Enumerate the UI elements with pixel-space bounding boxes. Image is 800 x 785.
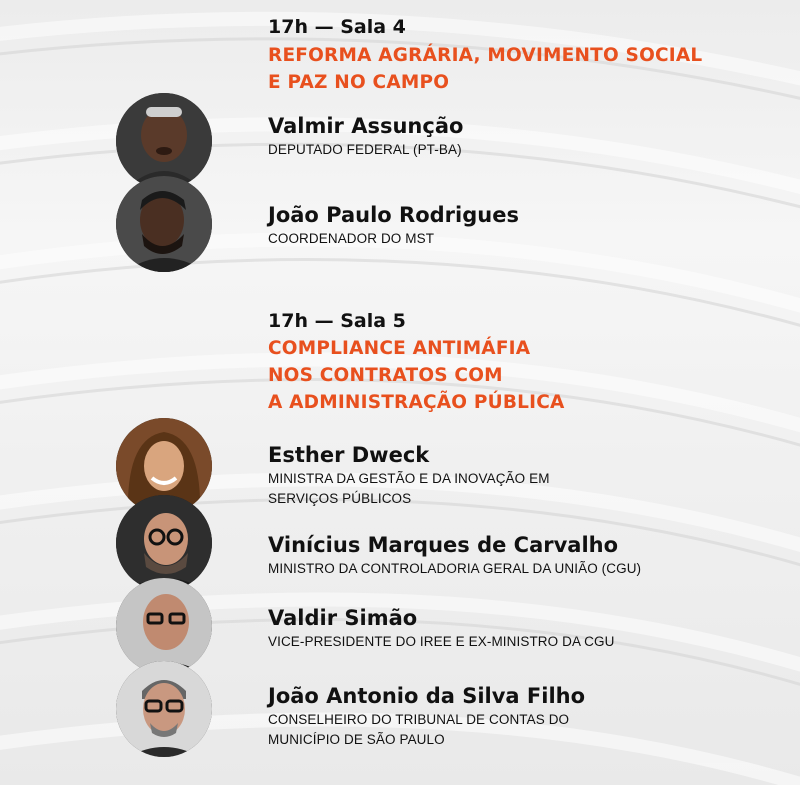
speaker-role-line: COORDENADOR DO MST	[268, 231, 435, 246]
session-title-line: E PAZ NO CAMPO	[268, 72, 450, 93]
speaker-role-line: MINISTRA DA GESTÃO E DA INOVAÇÃO EM	[268, 471, 550, 486]
session-title-line: A ADMINISTRAÇÃO PÚBLICA	[268, 392, 565, 413]
speaker-name: João Paulo Rodrigues	[268, 203, 519, 227]
speaker-photo	[116, 578, 212, 674]
portrait-icon	[116, 495, 212, 591]
speaker-name: Vinícius Marques de Carvalho	[268, 533, 619, 557]
session-title-line: NOS CONTRATOS COM	[268, 365, 503, 386]
speaker-role	[268, 229, 434, 249]
speaker-photo	[116, 176, 212, 272]
speaker-name: Valmir Assunção	[268, 114, 464, 138]
session-title-line: COMPLIANCE ANTIMÁFIA	[268, 338, 531, 359]
speaker-name: Valdir Simão	[268, 606, 418, 630]
speaker-role	[268, 469, 550, 509]
session-title	[268, 335, 565, 416]
portrait-icon	[116, 93, 212, 189]
speaker-name: Esther Dweck	[268, 443, 430, 467]
speaker-photo	[116, 661, 212, 757]
speaker-role-line: MUNICÍPIO DE SÃO PAULO	[268, 732, 445, 747]
speaker-role-line: MINISTRO DA CONTROLADORIA GERAL DA UNIÃO (CGU)	[268, 561, 642, 576]
speaker-role	[268, 632, 614, 652]
speaker-role	[268, 140, 462, 160]
speaker-role-line: VICE-PRESIDENTE DO IREE E EX-MINISTRO DA CGU	[268, 634, 615, 649]
portrait-icon	[116, 661, 212, 757]
speaker-role-line: SERVIÇOS PÚBLICOS	[268, 491, 412, 506]
speaker-photo	[116, 495, 212, 591]
speaker-name: João Antonio da Silva Filho	[268, 684, 586, 708]
portrait-icon	[116, 176, 212, 272]
speaker-photo	[116, 93, 212, 189]
speaker-role	[268, 710, 569, 750]
session-title	[268, 42, 702, 96]
portrait-icon	[116, 578, 212, 674]
session-time: 17h — Sala 5	[268, 310, 406, 332]
speaker-role	[268, 559, 641, 579]
session-title-line: REFORMA AGRÁRIA, MOVIMENTO SOCIAL	[268, 45, 703, 66]
speaker-role-line: DEPUTADO FEDERAL (PT-BA)	[268, 142, 462, 157]
speaker-role-line: CONSELHEIRO DO TRIBUNAL DE CONTAS DO	[268, 712, 570, 727]
session-time: 17h — Sala 4	[268, 16, 406, 38]
